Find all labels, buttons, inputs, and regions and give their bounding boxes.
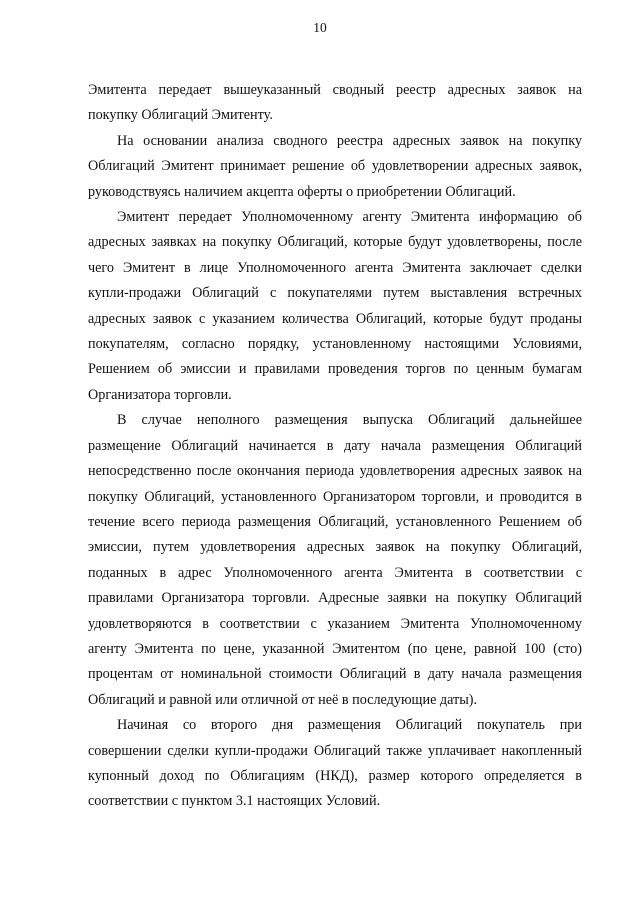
text-line: поданных в адрес Уполномоченного агента Эмитента в соответствии с	[88, 564, 582, 581]
paragraph-1	[88, 78, 582, 129]
text-line: адресных заявок с указанием количества Облигаций, которые будут проданы	[88, 310, 582, 327]
text-line: руководствуясь наличием акцепта оферты о приобретении Облигаций.	[88, 183, 516, 200]
text-line: На основании анализа сводного реестра адресных заявок на покупку	[117, 132, 582, 149]
text-line: Облигаций и равной или отличной от неё в последующие даты).	[88, 691, 478, 708]
text-line: купли-продажи Облигаций с покупателями путем выставления встречных	[88, 285, 582, 302]
text-line: Начиная со второго дня размещения Облигаций покупатель при	[117, 717, 582, 734]
text-line: агенту Эмитента по цене, указанной Эмитентом (по цене, равной 100 (сто)	[88, 640, 582, 657]
text-line: Решением об эмиссии и правилами проведения торгов по ценным бумагам	[88, 361, 582, 378]
text-line: В случае неполного размещения выпуска Облигаций дальнейшее	[117, 412, 582, 429]
text-line: покупку Облигаций, установленного Организатором торговли, и проводится в	[88, 488, 582, 505]
text-line: Облигаций Эмитент принимает решение об удовлетворении адресных заявок,	[88, 158, 582, 175]
text-line: чего Эмитент в лице Уполномоченного агента Эмитента заключает сделки	[88, 259, 582, 276]
text-line: процентам от номинальной стоимости Облигаций в дату начала размещения	[88, 666, 582, 683]
text-line: размещение Облигаций начинается в дату начала размещения Облигаций	[88, 437, 582, 454]
text-line: правилами Организатора торговли. Адресные заявки на покупку Облигаций	[88, 590, 582, 607]
text-line: эмиссии, путем удовлетворения адресных заявок на покупку Облигаций,	[88, 539, 582, 556]
paragraph-5	[88, 713, 582, 815]
text-line: непосредственно после окончания периода удовлетворения адресных заявок на	[88, 463, 582, 480]
paragraph-2	[88, 129, 582, 205]
text-line: купонный доход по Облигациям (НКД), размер которого определяется в	[88, 767, 582, 784]
text-line: Организатора торговли.	[88, 386, 232, 403]
text-line: удовлетворяются в соответствии с указанием Эмитента Уполномоченному	[88, 615, 582, 632]
paragraph-3	[88, 205, 582, 408]
page-number: 10	[313, 20, 327, 35]
text-line: покупку Облигаций Эмитенту.	[88, 107, 273, 124]
text-line: совершении сделки купли-продажи Облигаций также уплачивает накопленный	[88, 742, 582, 759]
text-line: соответствии с пунктом 3.1 настоящих Условий.	[88, 793, 381, 810]
paragraph-4	[88, 408, 582, 713]
text-line: течение всего периода размещения Облигаций, установленного Решением об	[88, 513, 582, 530]
text-line: Эмитент передает Уполномоченному агенту Эмитента информацию об	[117, 209, 582, 226]
text-line: Эмитента передает вышеуказанный сводный реестр адресных заявок на	[88, 82, 582, 98]
text-line: покупателям, согласно порядку, установленному настоящими Условиями,	[88, 336, 582, 353]
text-line: адресных заявках на покупку Облигаций, которые будут удовлетворены, после	[88, 234, 582, 251]
document-body	[88, 78, 582, 815]
